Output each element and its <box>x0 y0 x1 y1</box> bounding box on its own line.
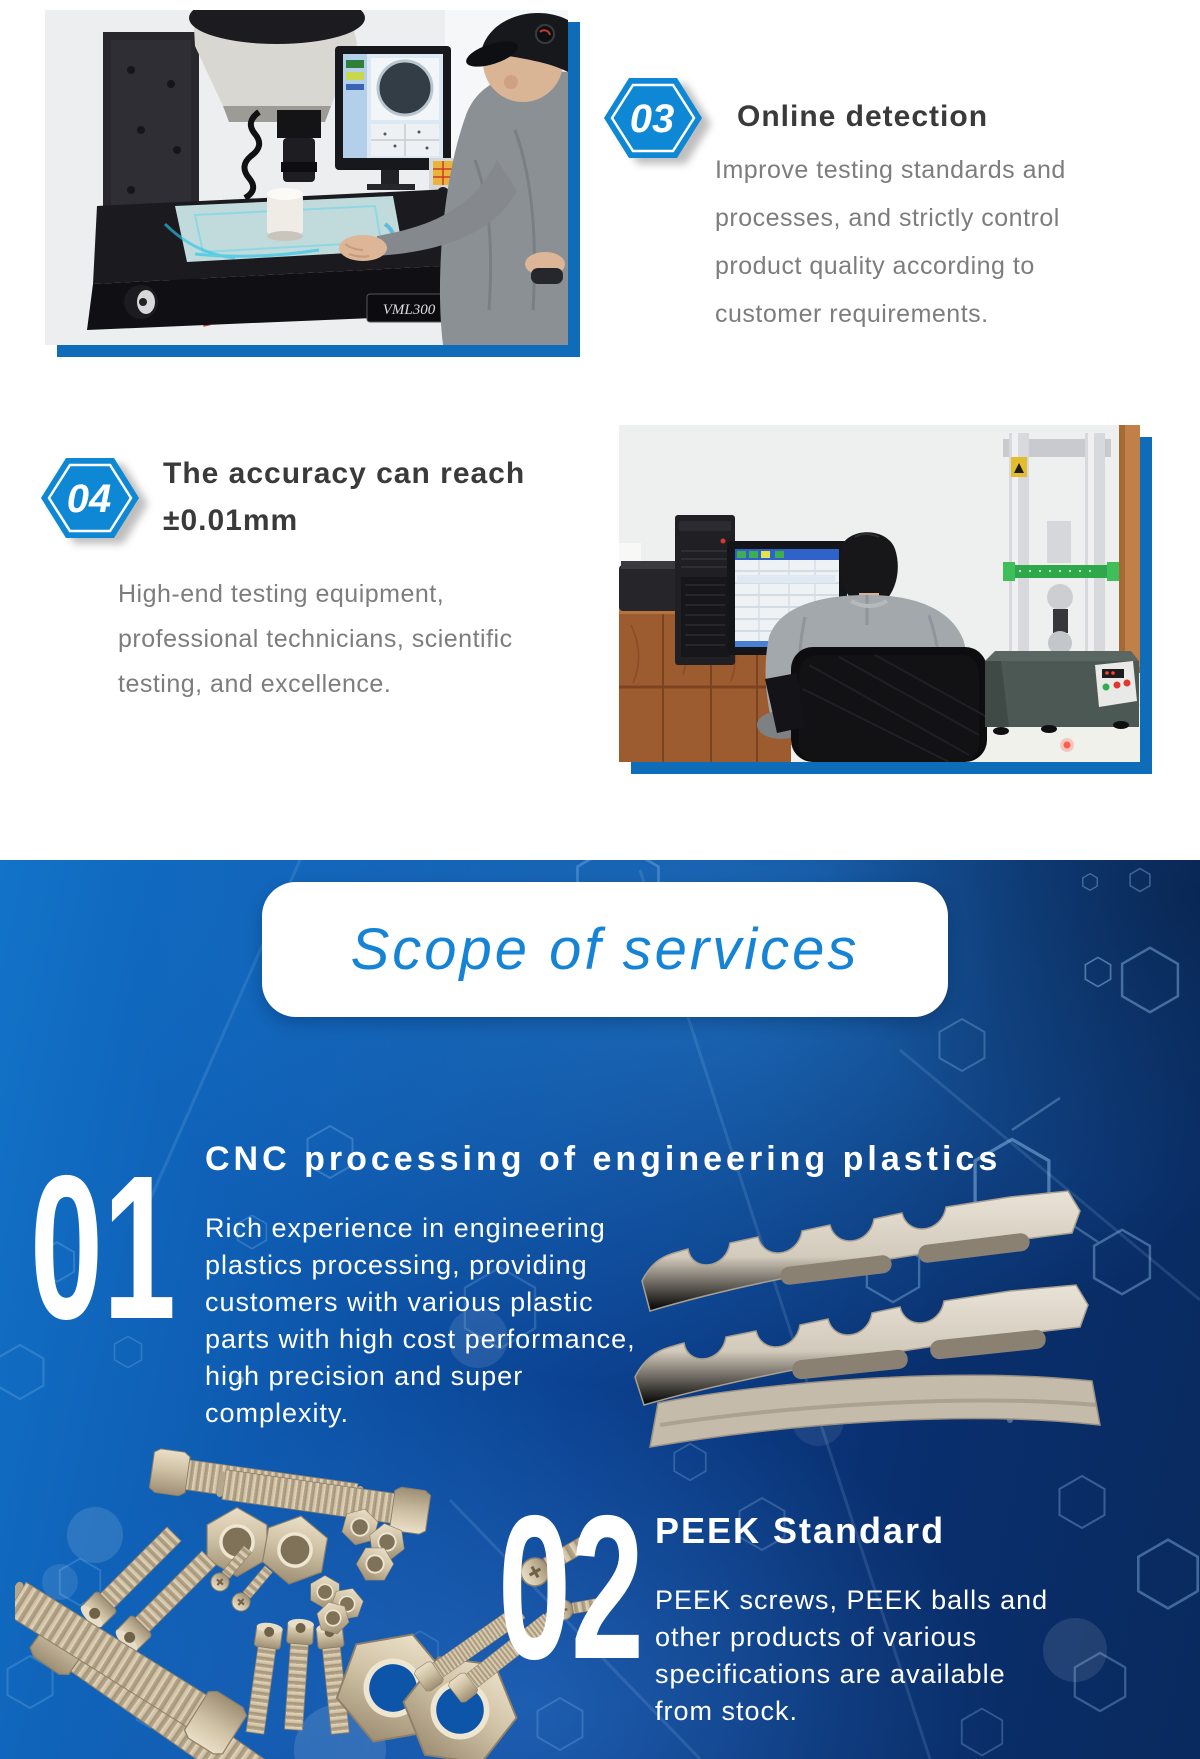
test-specimen <box>267 188 303 241</box>
paragraph-line: testing, and excellence. <box>118 670 392 698</box>
photo-vision-measuring-machine <box>45 10 568 345</box>
step4-title-line1: The accuracy can reach <box>163 457 526 490</box>
scope-banner-title: Scope of services <box>350 917 860 982</box>
photo1-illustration <box>45 10 568 345</box>
step3-hexagon-badge <box>603 75 703 161</box>
paragraph-line: customer requirements. <box>715 300 989 328</box>
paragraph-line: product quality according to <box>715 252 1035 280</box>
step4-description <box>118 572 513 707</box>
service2-number: 02 <box>498 1473 644 1702</box>
printer <box>619 561 679 611</box>
service1-number: 01 <box>30 1133 176 1362</box>
paragraph-line: customers with various plastic <box>205 1287 594 1317</box>
paragraph-line: plastics processing, providing <box>205 1250 588 1280</box>
step4-title <box>163 450 525 544</box>
paragraph-line: from stock. <box>655 1696 799 1726</box>
pc-tower <box>675 515 735 665</box>
paragraph-line: other products of various <box>655 1622 978 1652</box>
step4-title-line2: ±0.01mm <box>163 504 299 537</box>
scope-of-services-banner <box>262 882 948 1017</box>
paragraph-line: PEEK screws, PEEK balls and <box>655 1585 1049 1615</box>
paragraph-line: Improve testing standards and <box>715 156 1066 184</box>
paragraph-line: High-end testing equipment, <box>118 580 445 608</box>
step3-description <box>715 146 1066 338</box>
paragraph-line: professional technicians, scientific <box>118 625 513 653</box>
machine-label: VML300 <box>382 302 436 318</box>
paragraph-line: specifications are available <box>655 1659 1006 1689</box>
service2-title: PEEK Standard <box>655 1510 946 1551</box>
service2-description <box>655 1582 1048 1730</box>
step3-title: Online detection <box>737 100 989 133</box>
peek-cap-screws-vertical <box>242 1618 353 1735</box>
machine-label-plate <box>367 294 451 322</box>
paragraph-line: Rich experience in engineering <box>205 1213 606 1243</box>
photo-tensile-testing-lab <box>619 425 1140 762</box>
paragraph-line: high precision and super <box>205 1361 524 1391</box>
paragraph-line: parts with high cost performance, <box>205 1324 636 1354</box>
step4-hexagon-badge <box>40 455 140 541</box>
scope-of-services-section <box>0 860 1200 1759</box>
service1-title: CNC processing of engineering plastics <box>205 1140 1002 1178</box>
front-knob <box>124 285 158 319</box>
paragraph-line: complexity. <box>205 1398 350 1428</box>
service1-description <box>205 1210 636 1432</box>
step3-number: 03 <box>629 97 675 141</box>
image-cnc-machined-plastic-part <box>630 1185 1105 1455</box>
step4-number: 04 <box>66 477 112 521</box>
paragraph-line: processes, and strictly control <box>715 204 1060 232</box>
photo2-illustration <box>619 425 1140 762</box>
